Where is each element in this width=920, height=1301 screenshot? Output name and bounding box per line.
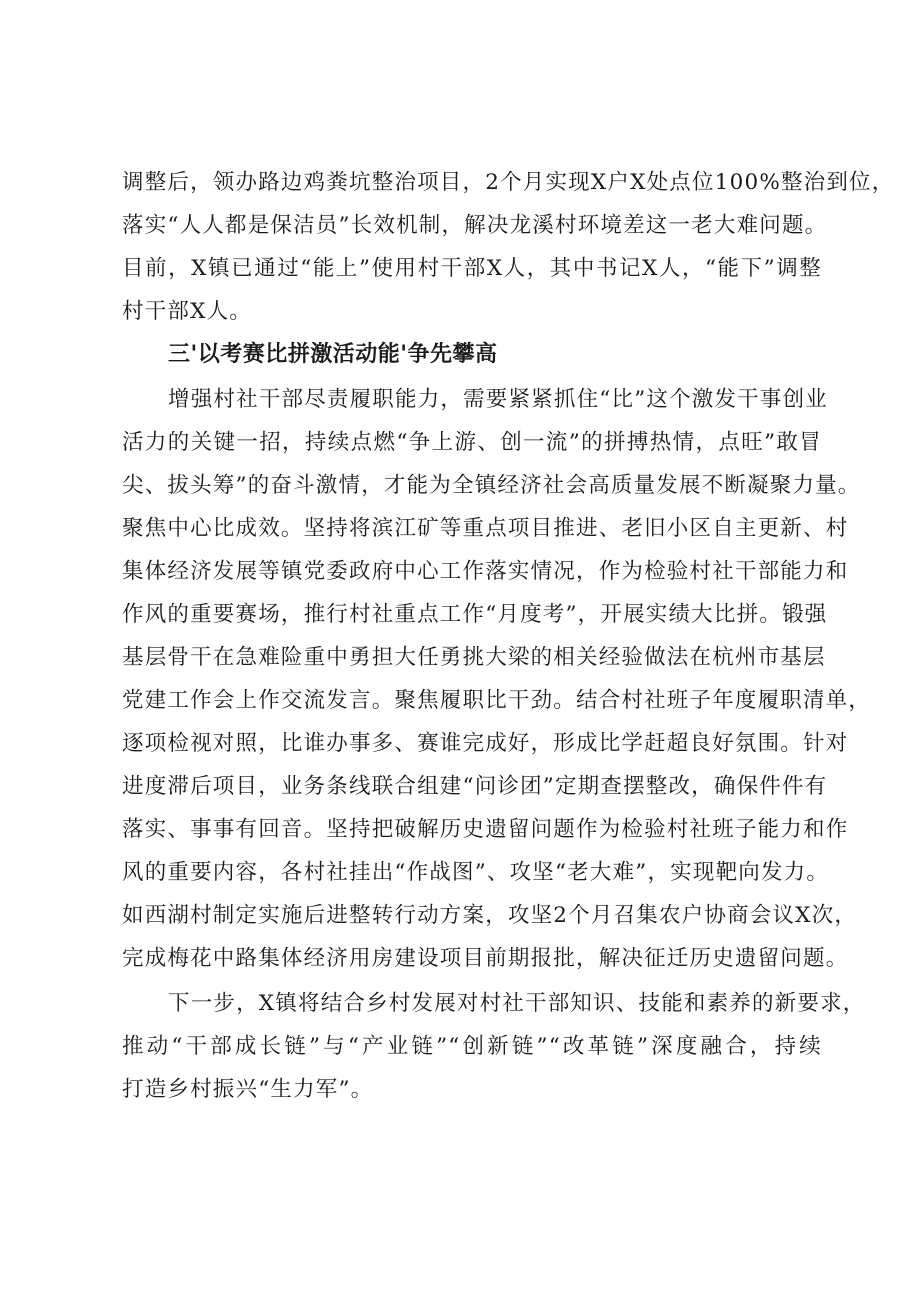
- text-line: 党建工作会上作交流发言。聚焦履职比干劲。结合村社班子年度履职清单，: [122, 688, 872, 713]
- text-line: 落实、事事有回音。坚持把破解历史遗留问题作为检验村社班子能力和作: [122, 817, 849, 842]
- section-heading: 三'以考赛比拼激活动能'争先攀高: [168, 342, 498, 367]
- text-line: 作风的重要赛场，推行村社重点工作“月度考”，开展实绩大比拼。锻强: [122, 602, 828, 627]
- text-line: 推动“干部成长链”与“产业链”“创新链”“改革链”深度融合，持续: [122, 1034, 822, 1059]
- text-line: 活力的关键一招，持续点燃“争上游、创一流”的拼搏热情，点旺”敢冒: [122, 430, 822, 455]
- text-line: 目前，X镇已通过“能上”使用村干部X人，其中书记X人，“能下”调整: [122, 256, 822, 281]
- text-line: 下一步，X镇将结合乡村发展对村社干部知识、技能和素养的新要求，: [168, 991, 866, 1016]
- text-line: 进度滞后项目，业务条线联合组建“问诊团”定期查摆整改，确保件件有: [122, 774, 828, 799]
- text-line: 如西湖村制定实施后进整转行动方案，攻坚2个月召集农户协商会议X次，: [122, 903, 858, 928]
- text-line: 打造乡村振兴“生力军”。: [122, 1077, 374, 1102]
- text-line: 村干部X人。: [122, 299, 253, 324]
- text-line: 落实“人人都是保洁员”长效机制，解决龙溪村环境差这一老大难问题。: [122, 213, 828, 238]
- text-line: 基层骨干在急难险重中勇担大任勇挑大梁的相关经验做法在杭州市基层: [122, 645, 826, 670]
- text-line: 增强村社干部尽责履职能力，需要紧紧抓住“比”这个激发干事创业: [168, 387, 828, 412]
- text-line: 集体经济发展等镇党委政府中心工作落实情况，作为检验村社干部能力和: [122, 559, 849, 584]
- text-line: 聚焦中心比成效。坚持将滨江矿等重点项目推进、老旧小区自主更新、村: [122, 516, 849, 541]
- text-line: 风的重要内容，各村社挂出“作战图”、攻坚“老大难”，实现靶向发力。: [122, 860, 830, 885]
- text-line: 调整后，领办路边鸡粪坑整治项目，2个月实现X户X处点位100%整治到位，: [122, 170, 895, 195]
- text-line: 尖、拔头筹”的奋斗激情，才能为全镇经济社会高质量发展不断凝聚力量。: [122, 473, 861, 498]
- text-line: 完成梅花中路集体经济用房建设项目前期报批，解决征迁历史遗留问题。: [122, 946, 849, 971]
- text-line: 逐项检视对照，比谁办事多、赛谁完成好，形成比学赶超良好氛围。针对: [122, 731, 849, 756]
